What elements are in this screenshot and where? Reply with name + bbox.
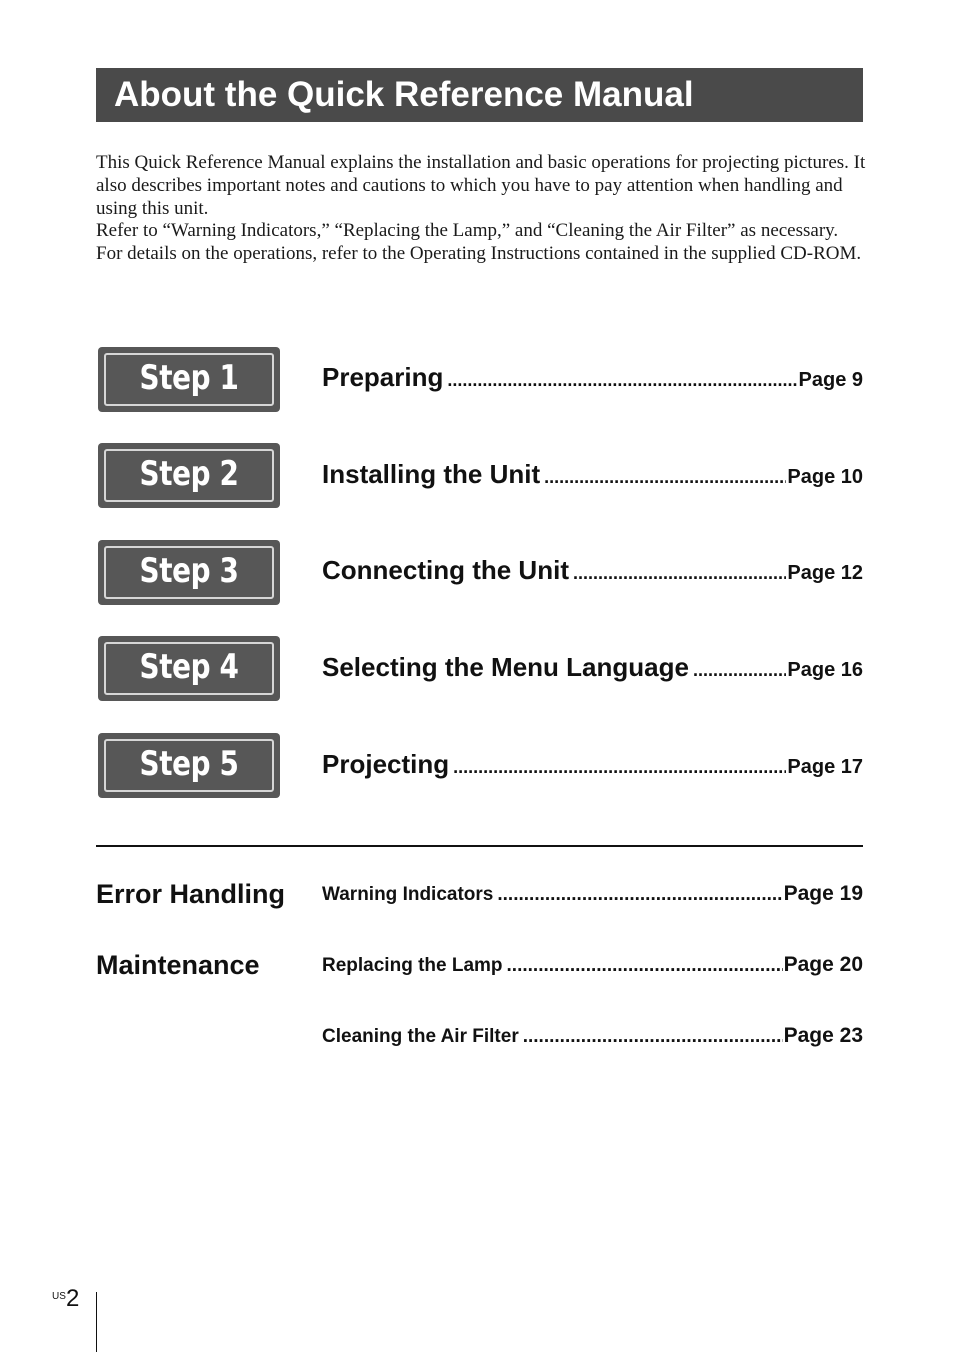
dot-leader <box>507 955 783 977</box>
step-1-badge-label: Step 1 <box>139 358 239 398</box>
toc-entry-page: Page 9 <box>798 369 863 391</box>
step-2-badge <box>98 443 280 508</box>
toc-entry-page: Page 23 <box>783 1024 863 1047</box>
toc-entry-projecting[interactable] <box>322 749 863 780</box>
step-3-badge <box>98 540 280 605</box>
toc-entry-page: Page 20 <box>783 953 863 976</box>
dot-leader <box>447 370 797 391</box>
footer-rule <box>96 1292 97 1352</box>
toc-entry-page: Page 10 <box>787 466 863 488</box>
toc-entry-warning-indicators[interactable] <box>322 882 863 906</box>
toc-entry-connecting[interactable] <box>322 555 863 586</box>
intro-paragraph-1: This Quick Reference Manual explains the installation and basic operations for projecting pictures. It also describes important notes and cautions to which you have to pay attention when handling and using this unit. <box>96 152 866 219</box>
page-number: 2 <box>66 1285 80 1312</box>
toc-entry-cleaning-filter[interactable] <box>322 1024 863 1048</box>
intro-paragraph-2: Refer to “Warning Indicators,” “Replacing the Lamp,” and “Cleaning the Air Filter” as necessary. <box>96 220 839 242</box>
region-code: US <box>52 1291 66 1302</box>
toc-entry-title: Selecting the Menu Language <box>322 652 689 682</box>
intro-paragraph-3: For details on the operations, refer to the Operating Instructions contained in the supplied CD-ROM. <box>96 243 862 265</box>
toc-entry-page: Page 16 <box>787 659 863 681</box>
dot-leader <box>497 884 782 906</box>
step-2-badge-label: Step 2 <box>139 454 239 494</box>
toc-entry-title: Preparing <box>322 362 444 392</box>
page-title: About the Quick Reference Manual <box>114 75 694 114</box>
section-maintenance: Maintenance <box>96 950 260 980</box>
dot-leader <box>453 757 786 778</box>
toc-entry-replacing-lamp[interactable] <box>322 953 863 977</box>
step-5-badge <box>98 733 280 798</box>
toc-entry-menu-language[interactable] <box>322 652 863 683</box>
toc-entry-title: Connecting the Unit <box>322 555 569 585</box>
toc-entry-title: Projecting <box>322 749 450 779</box>
toc-entry-title: Replacing the Lamp <box>322 955 503 976</box>
dot-leader <box>523 1026 783 1048</box>
step-1-badge <box>98 347 280 412</box>
step-4-badge-label: Step 4 <box>139 647 239 687</box>
section-divider <box>96 845 863 847</box>
toc-entry-title: Warning Indicators <box>322 884 494 905</box>
step-5-badge-label: Step 5 <box>139 744 239 784</box>
title-bar <box>96 68 863 122</box>
dot-leader <box>693 660 786 681</box>
toc-entry-page: Page 12 <box>787 562 863 584</box>
intro-text <box>96 152 866 266</box>
dot-leader <box>544 467 786 488</box>
step-4-badge <box>98 636 280 701</box>
toc-entry-page: Page 17 <box>787 756 863 778</box>
toc-entry-page: Page 19 <box>783 882 863 905</box>
toc-entry-title: Installing the Unit <box>322 459 541 489</box>
dot-leader <box>573 563 786 584</box>
section-error-handling: Error Handling <box>96 879 286 909</box>
toc-entry-title: Cleaning the Air Filter <box>322 1026 519 1047</box>
step-3-badge-label: Step 3 <box>139 551 239 591</box>
toc-entry-installing[interactable] <box>322 459 863 490</box>
toc-entry-preparing[interactable] <box>322 362 863 393</box>
